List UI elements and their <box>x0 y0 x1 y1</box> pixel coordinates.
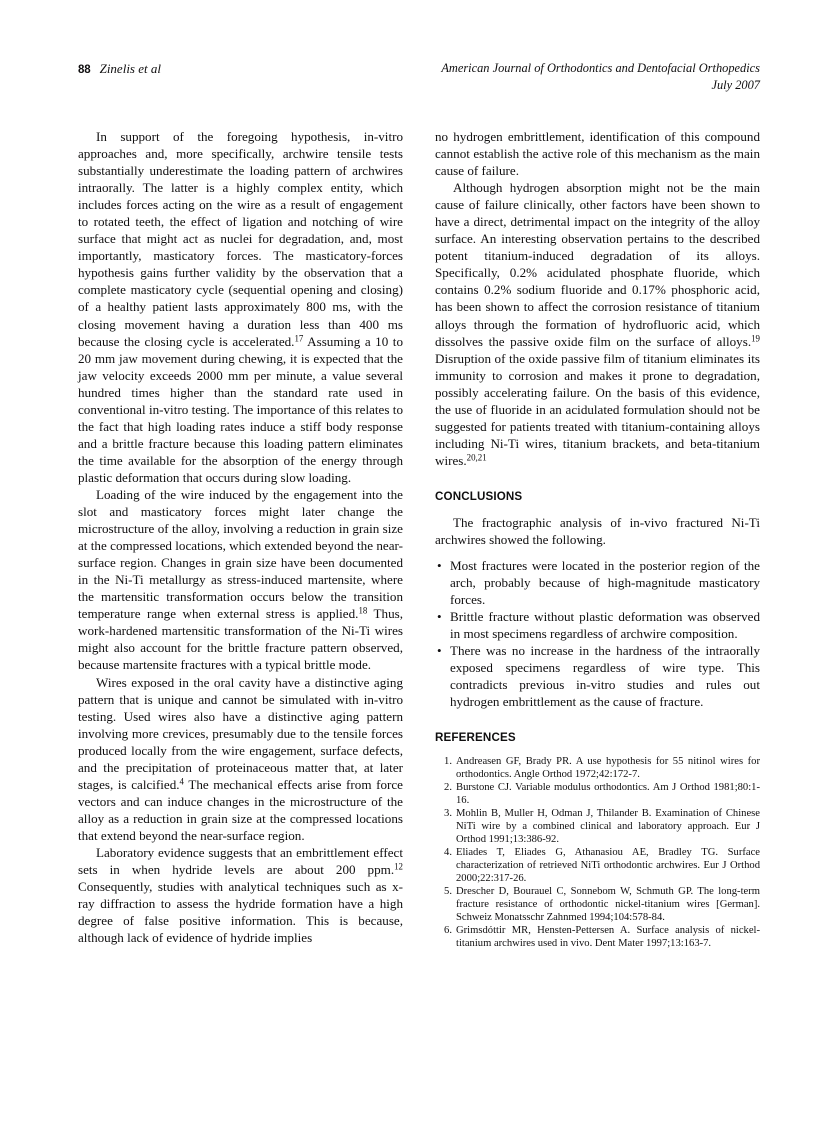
running-head-left <box>78 60 161 78</box>
column-right <box>435 128 760 950</box>
reference-number: 2. <box>444 782 452 794</box>
list-item-text: Brittle fracture without plastic deformation was observed in most specimens regardless of archwire composition. <box>450 609 760 642</box>
paragraph: no hydrogen embrittlement, identification of this compound cannot establish the active role of this mechanism as the main cause of failure. <box>435 129 760 179</box>
spacer <box>435 503 760 514</box>
spacer <box>435 710 760 731</box>
journal-title: American Journal of Orthodontics and Dentofacial Orthopedics <box>441 61 760 75</box>
list-item <box>435 608 760 642</box>
list-item-text: There was no increase in the hardness of the intraorally exposed specimens regardless of wire type. This contradicts previous in-vitro studies and rules out hydrogen embrittlement as the cause of fracture. <box>450 643 760 710</box>
paragraph: Loading of the wire induced by the engagement into the slot and masticatory forces might later change the microstructure of the alloy, involving a reduction in grain size at the compressed locations, which extended beyond the near-surface region. Changes in grain size have been documented in the Ni-Ti metallurgy as stress-induced martensite, where the martensitic transformation occurs below the transition temperature range when external stress is applied.$^{18}$ Thus, work-hardened martensitic transformation of the Ni-Ti wires might also account for the brittle fracture pattern observed, because martensite fractures with a typical brittle mode. <box>78 486 403 673</box>
references-heading: REFERENCES <box>435 731 516 745</box>
list-item-text: Most fractures were located in the posterior region of the arch, probably because of high-magnitude masticatory forces. <box>450 558 760 608</box>
reference-number: 3. <box>444 808 452 820</box>
reference-text: Andreasen GF, Brady PR. A use hypothesis for 55 nitinol wires for orthodontics. Angle Orthod 1972;42:172-7. <box>456 756 760 781</box>
running-head-authors: Zinelis et al <box>99 61 161 76</box>
reference-item <box>435 846 760 885</box>
reference-item <box>435 807 760 846</box>
running-head <box>78 60 760 104</box>
article-columns <box>78 128 760 1078</box>
conclusions-heading: CONCLUSIONS <box>435 489 523 503</box>
paragraph: In support of the foregoing hypothesis, in-vitro approaches and, more specifically, archwire tensile tests substantially underestimate the loading pattern of archwires intraorally. The latter is a highly complex entity, which includes forces acting on the wire as a result of engagement to rotated teeth, the effect of ligation and notching of wire surface that might act as nuclei for degradation, and, most importantly, masticatory forces. The masticatory-forces hypothesis gains further validity by the observation that a complete masticatory cycle (sequential opening and closing) of a healthy patient lasts approximately 800 ms, with the closing movement having a duration less than 400 ms because the closing cycle is accelerated.$^{17}$ Assuming a 10 to 20 mm jaw movement during chewing, it is expected that the jaw velocity exceeds 2000 mm per minute, a value several hundred times higher than the standard rate used in conventional in-vitro testing. The importance of this relates to the fact that high loading rates induce a stiff body response and a brittle fracture because this loading pattern eliminates the time available for the absorption of the energy through plastic deformation that occurs during slow loading. <box>78 129 403 485</box>
reference-item <box>435 781 760 807</box>
bullet-icon: • <box>437 557 442 573</box>
reference-text: Drescher D, Bourauel C, Sonnebom W, Schmuth GP. The long-term fracture resistance of orthodontic nickel-titanium wires [German]. Schweiz Monatsschr Zahnmed 1994;104:578-84. <box>456 886 760 924</box>
reference-text: Eliades T, Eliades G, Athanasiou AE, Bradley TG. Surface characterization of retrieved NiTi orthodontic archwires. Eur J Orthod 2000;22:317-26. <box>456 847 760 885</box>
references-list <box>435 755 760 950</box>
reference-number: 1. <box>444 756 452 768</box>
list-item <box>435 642 760 710</box>
reference-item <box>435 924 760 950</box>
reference-item <box>435 755 760 781</box>
paragraph: Wires exposed in the oral cavity have a distinctive aging pattern that is unique and cannot be simulated with in-vitro testing. Used wires also have a distinctive aging pattern involving more crevices, presumably due to the tensile forces produced locally from the wire engagement, surface defects, and the precipitation of proteinaceous matter that, at later stages, is calcified.$^4$ The mechanical effects arise from force vectors and can induce changes in the microstructure of the alloy as a reduction in grain size at the compressed locations that extend beyond the near-surface region. <box>78 674 403 843</box>
page-number: 88 <box>78 64 91 76</box>
paragraph: Although hydrogen absorption might not be the main cause of failure clinically, other factors have been shown to have a direct, detrimental impact on the integrity of the alloy surface. An interesting observation pertains to the described potent titanium-induced degradation of its alloys. Specifically, 0.2% acidulated phosphate fluoride, which contains 0.2% sodium fluoride and 0.17% phosphoric acid, has been shown to affect the corrosion resistance of titanium alloys through the formation of hydrofluoric acid, which dissolves the passive oxide film on the surface of alloys.$^{19}$ Disruption of the oxide passive film of titanium eliminates its immunity to corrosion and makes it prone to degradation, possibly accelerating failure. On the basis of this evidence, the use of fluoride in an acidulated formulation should not be suggested for patients treated with titanium-containing alloys including Ni-Ti wires, titanium brackets, and beta-titanium wires.$^{20,21}$ <box>435 180 760 468</box>
spacer <box>435 744 760 755</box>
reference-item <box>435 885 760 924</box>
bullet-icon: • <box>437 608 442 624</box>
reference-text: Burstone CJ. Variable modulus orthodontics. Am J Orthod 1981;80:1-16. <box>456 782 760 807</box>
column-left <box>78 128 403 946</box>
paragraph: Laboratory evidence suggests that an embrittlement effect sets in when hydride levels are about 200 ppm.$^{12}$ Consequently, studies with analytical techniques such as x-ray diffraction to assess the hydride formation have a high degree of false positive information. This is because, although lack of evidence of hydride implies <box>78 844 403 946</box>
list-item <box>435 557 760 608</box>
reference-number: 4. <box>444 847 452 859</box>
conclusions-bullet-list <box>435 557 760 710</box>
running-head-right <box>441 60 760 93</box>
reference-number: 5. <box>444 886 452 898</box>
bullet-icon: • <box>437 642 442 658</box>
spacer <box>435 548 760 557</box>
reference-number: 6. <box>444 925 452 937</box>
conclusions-intro: The fractographic analysis of in-vivo fractured Ni-Ti archwires showed the following. <box>435 514 760 547</box>
spacer <box>435 469 760 490</box>
reference-text: Grimsdóttir MR, Hensten-Pettersen A. Surface analysis of nickel-titanium archwires used in vivo. Dent Mater 1997;13:163-7. <box>456 925 760 950</box>
issue-date: July 2007 <box>711 77 760 92</box>
reference-text: Mohlin B, Muller H, Odman J, Thilander B. Examination of Chinese NiTi wire by a combined clinical and laboratory approach. Eur J Orthod 1991;13:386-92. <box>456 808 760 846</box>
